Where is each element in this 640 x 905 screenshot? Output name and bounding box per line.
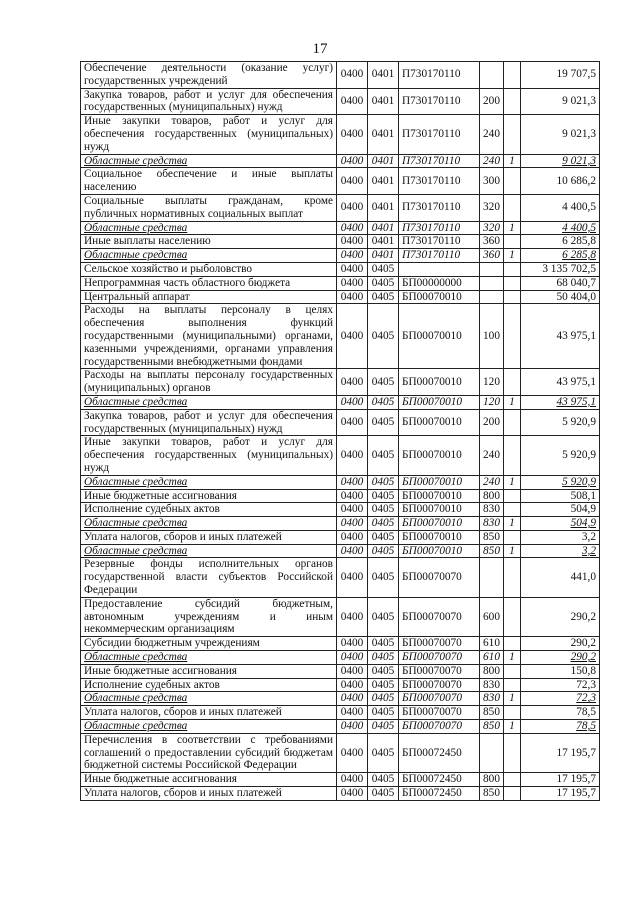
row-target-article-cell: БП00070070 xyxy=(399,637,480,651)
row-subsection-cell: 0405 xyxy=(368,290,399,304)
row-subsection-cell: 0401 xyxy=(368,154,399,168)
row-subsection-cell: 0401 xyxy=(368,62,399,89)
table-row xyxy=(81,409,600,436)
row-funding-source-cell xyxy=(504,787,521,801)
row-expense-type-cell: 800 xyxy=(480,489,504,503)
row-funding-source-cell xyxy=(504,62,521,89)
row-expense-type-cell: 240 xyxy=(480,475,504,489)
row-expense-type-cell: 850 xyxy=(480,706,504,720)
row-funding-source-cell xyxy=(504,706,521,720)
table-row-regional-funds xyxy=(81,720,600,734)
row-expense-type-cell: 240 xyxy=(480,154,504,168)
row-funding-source-cell xyxy=(504,597,521,636)
row-name-cell: Областные средства xyxy=(81,544,337,558)
row-name-cell: Субсидии бюджетным учреждениям xyxy=(81,637,337,651)
row-name-cell: Исполнение судебных актов xyxy=(81,503,337,517)
row-amount-cell: 508,1 xyxy=(521,489,600,503)
row-section-cell: 0400 xyxy=(337,637,368,651)
row-funding-source-cell xyxy=(504,558,521,597)
table-row xyxy=(81,194,600,221)
row-target-article-cell: П730170110 xyxy=(399,249,480,263)
row-amount-cell: 504,9 xyxy=(521,503,600,517)
row-funding-source-cell: 1 xyxy=(504,720,521,734)
row-target-article-cell: БП00070070 xyxy=(399,720,480,734)
row-expense-type-cell: 240 xyxy=(480,436,504,475)
row-amount-cell: 3,2 xyxy=(521,530,600,544)
row-target-article-cell: П730170110 xyxy=(399,221,480,235)
row-section-cell: 0400 xyxy=(337,395,368,409)
row-target-article-cell xyxy=(399,262,480,276)
table-row xyxy=(81,787,600,801)
row-name-cell: Закупка товаров, работ и услуг для обеспечения государственных (муниципальных) нужд xyxy=(81,88,337,115)
row-amount-cell: 17 195,7 xyxy=(521,787,600,801)
row-target-article-cell: БП00072450 xyxy=(399,733,480,772)
row-amount-cell: 43 975,1 xyxy=(521,369,600,396)
row-section-cell: 0400 xyxy=(337,115,368,154)
row-name-cell: Областные средства xyxy=(81,720,337,734)
row-section-cell: 0400 xyxy=(337,262,368,276)
row-section-cell: 0400 xyxy=(337,544,368,558)
row-funding-source-cell xyxy=(504,115,521,154)
row-expense-type-cell: 120 xyxy=(480,395,504,409)
row-name-cell: Центральный аппарат xyxy=(81,290,337,304)
table-row-regional-funds xyxy=(81,692,600,706)
table-row-regional-funds xyxy=(81,154,600,168)
row-subsection-cell: 0405 xyxy=(368,558,399,597)
row-expense-type-cell: 100 xyxy=(480,304,504,369)
row-target-article-cell: П730170110 xyxy=(399,168,480,195)
row-amount-cell: 78,5 xyxy=(521,706,600,720)
row-funding-source-cell: 1 xyxy=(504,544,521,558)
row-subsection-cell: 0405 xyxy=(368,262,399,276)
row-amount-cell: 78,5 xyxy=(521,720,600,734)
row-expense-type-cell: 850 xyxy=(480,530,504,544)
row-funding-source-cell: 1 xyxy=(504,221,521,235)
row-expense-type-cell: 830 xyxy=(480,678,504,692)
row-subsection-cell: 0405 xyxy=(368,651,399,665)
row-funding-source-cell: 1 xyxy=(504,395,521,409)
row-amount-cell: 19 707,5 xyxy=(521,62,600,89)
row-funding-source-cell: 1 xyxy=(504,475,521,489)
row-name-cell: Расходы на выплаты персоналу государственных (муниципальных) органов xyxy=(81,369,337,396)
row-target-article-cell: БП00072450 xyxy=(399,787,480,801)
row-section-cell: 0400 xyxy=(337,517,368,531)
row-target-article-cell: П730170110 xyxy=(399,62,480,89)
row-section-cell: 0400 xyxy=(337,733,368,772)
row-name-cell: Расходы на выплаты персоналу в целях обеспечения выполнения функций государственными (муниципальными) органами, казенными учреждениями, органами управления государственными внебюджетными фондами xyxy=(81,304,337,369)
row-amount-cell: 9 021,3 xyxy=(521,154,600,168)
row-subsection-cell: 0401 xyxy=(368,168,399,195)
row-target-article-cell: БП00070010 xyxy=(399,304,480,369)
row-expense-type-cell: 830 xyxy=(480,503,504,517)
table-row xyxy=(81,530,600,544)
row-amount-cell: 10 686,2 xyxy=(521,168,600,195)
row-target-article-cell: БП00070010 xyxy=(399,369,480,396)
row-section-cell: 0400 xyxy=(337,154,368,168)
row-name-cell: Уплата налогов, сборов и иных платежей xyxy=(81,706,337,720)
row-section-cell: 0400 xyxy=(337,249,368,263)
row-target-article-cell: БП00000000 xyxy=(399,276,480,290)
row-target-article-cell: БП00070010 xyxy=(399,436,480,475)
row-amount-cell: 17 195,7 xyxy=(521,733,600,772)
row-name-cell: Иные бюджетные ассигнования xyxy=(81,664,337,678)
row-funding-source-cell xyxy=(504,503,521,517)
row-name-cell: Непрограммная часть областного бюджета xyxy=(81,276,337,290)
row-expense-type-cell: 610 xyxy=(480,651,504,665)
row-target-article-cell: П730170110 xyxy=(399,154,480,168)
row-expense-type-cell: 200 xyxy=(480,88,504,115)
row-section-cell: 0400 xyxy=(337,597,368,636)
row-expense-type-cell: 610 xyxy=(480,637,504,651)
row-target-article-cell: П730170110 xyxy=(399,235,480,249)
table-row xyxy=(81,733,600,772)
row-expense-type-cell: 320 xyxy=(480,221,504,235)
row-target-article-cell: БП00070010 xyxy=(399,544,480,558)
row-expense-type-cell: 120 xyxy=(480,369,504,396)
row-name-cell: Закупка товаров, работ и услуг для обеспечения государственных (муниципальных) нужд xyxy=(81,409,337,436)
row-name-cell: Иные выплаты населению xyxy=(81,235,337,249)
row-subsection-cell: 0401 xyxy=(368,249,399,263)
row-subsection-cell: 0405 xyxy=(368,276,399,290)
row-funding-source-cell xyxy=(504,235,521,249)
row-amount-cell: 43 975,1 xyxy=(521,395,600,409)
row-subsection-cell: 0405 xyxy=(368,664,399,678)
row-amount-cell: 3 135 702,5 xyxy=(521,262,600,276)
row-target-article-cell: БП00070010 xyxy=(399,530,480,544)
row-expense-type-cell xyxy=(480,262,504,276)
row-section-cell: 0400 xyxy=(337,773,368,787)
table-row xyxy=(81,276,600,290)
row-expense-type-cell: 300 xyxy=(480,168,504,195)
row-funding-source-cell xyxy=(504,88,521,115)
row-funding-source-cell xyxy=(504,276,521,290)
row-funding-source-cell: 1 xyxy=(504,154,521,168)
row-amount-cell: 290,2 xyxy=(521,597,600,636)
row-amount-cell: 9 021,3 xyxy=(521,115,600,154)
row-subsection-cell: 0401 xyxy=(368,115,399,154)
table-row xyxy=(81,597,600,636)
row-subsection-cell: 0405 xyxy=(368,692,399,706)
row-section-cell: 0400 xyxy=(337,692,368,706)
row-section-cell: 0400 xyxy=(337,168,368,195)
row-name-cell: Иные бюджетные ассигнования xyxy=(81,773,337,787)
row-name-cell: Областные средства xyxy=(81,395,337,409)
row-name-cell: Иные закупки товаров, работ и услуг для обеспечения государственных (муниципальных) нужд xyxy=(81,115,337,154)
row-expense-type-cell: 850 xyxy=(480,720,504,734)
row-expense-type-cell: 800 xyxy=(480,664,504,678)
row-name-cell: Предоставление субсидий бюджетным, автономным учреждениям и иным некоммерческим организациям xyxy=(81,597,337,636)
row-target-article-cell: П730170110 xyxy=(399,88,480,115)
table-row-regional-funds xyxy=(81,221,600,235)
table-row xyxy=(81,62,600,89)
row-subsection-cell: 0401 xyxy=(368,221,399,235)
row-subsection-cell: 0405 xyxy=(368,436,399,475)
row-expense-type-cell: 850 xyxy=(480,544,504,558)
row-funding-source-cell xyxy=(504,664,521,678)
table-row xyxy=(81,369,600,396)
table-row xyxy=(81,637,600,651)
row-expense-type-cell xyxy=(480,62,504,89)
row-amount-cell: 290,2 xyxy=(521,651,600,665)
row-name-cell: Социальные выплаты гражданам, кроме публичных нормативных социальных выплат xyxy=(81,194,337,221)
row-target-article-cell: П730170110 xyxy=(399,194,480,221)
row-section-cell: 0400 xyxy=(337,475,368,489)
row-expense-type-cell xyxy=(480,733,504,772)
row-amount-cell: 72,3 xyxy=(521,678,600,692)
row-section-cell: 0400 xyxy=(337,276,368,290)
row-expense-type-cell: 800 xyxy=(480,773,504,787)
row-subsection-cell: 0405 xyxy=(368,720,399,734)
row-funding-source-cell xyxy=(504,262,521,276)
row-amount-cell: 5 920,9 xyxy=(521,475,600,489)
row-subsection-cell: 0405 xyxy=(368,787,399,801)
row-section-cell: 0400 xyxy=(337,88,368,115)
table-row xyxy=(81,304,600,369)
row-name-cell: Уплата налогов, сборов и иных платежей xyxy=(81,530,337,544)
row-funding-source-cell xyxy=(504,436,521,475)
row-name-cell: Социальное обеспечение и иные выплаты населению xyxy=(81,168,337,195)
row-funding-source-cell xyxy=(504,489,521,503)
row-target-article-cell: БП00070070 xyxy=(399,706,480,720)
row-subsection-cell: 0405 xyxy=(368,503,399,517)
row-section-cell: 0400 xyxy=(337,369,368,396)
row-target-article-cell: БП00070070 xyxy=(399,692,480,706)
row-amount-cell: 4 400,5 xyxy=(521,221,600,235)
row-subsection-cell: 0401 xyxy=(368,235,399,249)
row-expense-type-cell: 360 xyxy=(480,235,504,249)
table-row xyxy=(81,262,600,276)
row-name-cell: Исполнение судебных актов xyxy=(81,678,337,692)
row-amount-cell: 4 400,5 xyxy=(521,194,600,221)
row-subsection-cell: 0405 xyxy=(368,395,399,409)
row-subsection-cell: 0405 xyxy=(368,637,399,651)
row-section-cell: 0400 xyxy=(337,530,368,544)
table-row xyxy=(81,436,600,475)
row-subsection-cell: 0405 xyxy=(368,706,399,720)
row-funding-source-cell xyxy=(504,194,521,221)
row-amount-cell: 441,0 xyxy=(521,558,600,597)
row-amount-cell: 5 920,9 xyxy=(521,436,600,475)
row-amount-cell: 43 975,1 xyxy=(521,304,600,369)
row-target-article-cell: БП00072450 xyxy=(399,773,480,787)
row-section-cell: 0400 xyxy=(337,787,368,801)
page-number: 17 xyxy=(312,41,328,57)
row-target-article-cell: БП00070070 xyxy=(399,678,480,692)
row-subsection-cell: 0405 xyxy=(368,530,399,544)
row-amount-cell: 50 404,0 xyxy=(521,290,600,304)
row-section-cell: 0400 xyxy=(337,409,368,436)
row-subsection-cell: 0405 xyxy=(368,517,399,531)
row-expense-type-cell: 850 xyxy=(480,787,504,801)
row-funding-source-cell xyxy=(504,530,521,544)
row-expense-type-cell: 360 xyxy=(480,249,504,263)
table-row xyxy=(81,678,600,692)
row-funding-source-cell: 1 xyxy=(504,651,521,665)
row-subsection-cell: 0405 xyxy=(368,489,399,503)
row-funding-source-cell: 1 xyxy=(504,692,521,706)
table-row-regional-funds xyxy=(81,249,600,263)
row-name-cell: Резервные фонды исполнительных органов государственной власти субъектов Российской Федерации xyxy=(81,558,337,597)
row-expense-type-cell: 240 xyxy=(480,115,504,154)
row-subsection-cell: 0405 xyxy=(368,475,399,489)
row-section-cell: 0400 xyxy=(337,558,368,597)
row-funding-source-cell xyxy=(504,409,521,436)
row-section-cell: 0400 xyxy=(337,678,368,692)
row-name-cell: Областные средства xyxy=(81,475,337,489)
row-subsection-cell: 0401 xyxy=(368,88,399,115)
row-target-article-cell: БП00070010 xyxy=(399,503,480,517)
row-subsection-cell: 0405 xyxy=(368,773,399,787)
table-row xyxy=(81,290,600,304)
table-row xyxy=(81,773,600,787)
budget-table xyxy=(80,61,600,801)
row-section-cell: 0400 xyxy=(337,235,368,249)
row-amount-cell: 68 040,7 xyxy=(521,276,600,290)
row-funding-source-cell xyxy=(504,637,521,651)
table-row xyxy=(81,503,600,517)
row-expense-type-cell: 830 xyxy=(480,692,504,706)
row-expense-type-cell xyxy=(480,290,504,304)
row-amount-cell: 290,2 xyxy=(521,637,600,651)
row-name-cell: Областные средства xyxy=(81,517,337,531)
row-section-cell: 0400 xyxy=(337,503,368,517)
row-section-cell: 0400 xyxy=(337,62,368,89)
table-row-regional-funds xyxy=(81,517,600,531)
row-section-cell: 0400 xyxy=(337,720,368,734)
row-target-article-cell: БП00070010 xyxy=(399,290,480,304)
row-subsection-cell: 0405 xyxy=(368,597,399,636)
row-amount-cell: 72,3 xyxy=(521,692,600,706)
table-row xyxy=(81,168,600,195)
row-target-article-cell: БП00070010 xyxy=(399,475,480,489)
row-section-cell: 0400 xyxy=(337,290,368,304)
row-section-cell: 0400 xyxy=(337,221,368,235)
row-name-cell: Уплата налогов, сборов и иных платежей xyxy=(81,787,337,801)
row-target-article-cell: БП00070070 xyxy=(399,597,480,636)
row-subsection-cell: 0405 xyxy=(368,369,399,396)
row-funding-source-cell xyxy=(504,304,521,369)
row-amount-cell: 150,8 xyxy=(521,664,600,678)
row-amount-cell: 9 021,3 xyxy=(521,88,600,115)
row-expense-type-cell xyxy=(480,558,504,597)
row-target-article-cell: БП00070010 xyxy=(399,409,480,436)
row-expense-type-cell: 830 xyxy=(480,517,504,531)
row-target-article-cell: БП00070010 xyxy=(399,489,480,503)
row-expense-type-cell xyxy=(480,276,504,290)
row-expense-type-cell: 200 xyxy=(480,409,504,436)
row-amount-cell: 3,2 xyxy=(521,544,600,558)
row-funding-source-cell xyxy=(504,678,521,692)
row-funding-source-cell xyxy=(504,290,521,304)
row-name-cell: Иные бюджетные ассигнования xyxy=(81,489,337,503)
table-row-regional-funds xyxy=(81,651,600,665)
row-name-cell: Иные закупки товаров, работ и услуг для обеспечения государственных (муниципальных) нужд xyxy=(81,436,337,475)
row-amount-cell: 6 285,8 xyxy=(521,249,600,263)
row-name-cell: Областные средства xyxy=(81,154,337,168)
row-funding-source-cell xyxy=(504,369,521,396)
row-amount-cell: 6 285,8 xyxy=(521,235,600,249)
row-subsection-cell: 0401 xyxy=(368,194,399,221)
row-target-article-cell: П730170110 xyxy=(399,115,480,154)
row-name-cell: Сельское хозяйство и рыболовство xyxy=(81,262,337,276)
row-subsection-cell: 0405 xyxy=(368,678,399,692)
table-row xyxy=(81,558,600,597)
table-row-regional-funds xyxy=(81,475,600,489)
row-section-cell: 0400 xyxy=(337,304,368,369)
row-section-cell: 0400 xyxy=(337,664,368,678)
row-amount-cell: 5 920,9 xyxy=(521,409,600,436)
row-name-cell: Областные средства xyxy=(81,692,337,706)
row-expense-type-cell: 600 xyxy=(480,597,504,636)
row-subsection-cell: 0405 xyxy=(368,544,399,558)
row-target-article-cell: БП00070010 xyxy=(399,517,480,531)
table-row xyxy=(81,88,600,115)
row-name-cell: Обеспечение деятельности (оказание услуг) государственных учреждений xyxy=(81,62,337,89)
row-section-cell: 0400 xyxy=(337,194,368,221)
row-section-cell: 0400 xyxy=(337,489,368,503)
table-row-regional-funds xyxy=(81,395,600,409)
row-subsection-cell: 0405 xyxy=(368,304,399,369)
budget-table-body xyxy=(81,62,600,801)
row-funding-source-cell xyxy=(504,168,521,195)
row-section-cell: 0400 xyxy=(337,436,368,475)
row-name-cell: Областные средства xyxy=(81,221,337,235)
row-section-cell: 0400 xyxy=(337,706,368,720)
row-target-article-cell: БП00070070 xyxy=(399,558,480,597)
row-amount-cell: 504,9 xyxy=(521,517,600,531)
row-section-cell: 0400 xyxy=(337,651,368,665)
row-name-cell: Областные средства xyxy=(81,249,337,263)
row-funding-source-cell: 1 xyxy=(504,517,521,531)
row-name-cell: Перечисления в соответствии с требованиями соглашений о предоставлении субсидий бюджетам бюджетной системы Российской Федерации xyxy=(81,733,337,772)
row-target-article-cell: БП00070010 xyxy=(399,395,480,409)
row-funding-source-cell xyxy=(504,773,521,787)
table-row xyxy=(81,664,600,678)
row-name-cell: Областные средства xyxy=(81,651,337,665)
row-target-article-cell: БП00070070 xyxy=(399,664,480,678)
table-row-regional-funds xyxy=(81,544,600,558)
row-amount-cell: 17 195,7 xyxy=(521,773,600,787)
row-subsection-cell: 0405 xyxy=(368,409,399,436)
row-target-article-cell: БП00070070 xyxy=(399,651,480,665)
table-row xyxy=(81,235,600,249)
row-funding-source-cell: 1 xyxy=(504,249,521,263)
row-subsection-cell: 0405 xyxy=(368,733,399,772)
row-expense-type-cell: 320 xyxy=(480,194,504,221)
table-row xyxy=(81,489,600,503)
table-row xyxy=(81,115,600,154)
row-funding-source-cell xyxy=(504,733,521,772)
table-row xyxy=(81,706,600,720)
